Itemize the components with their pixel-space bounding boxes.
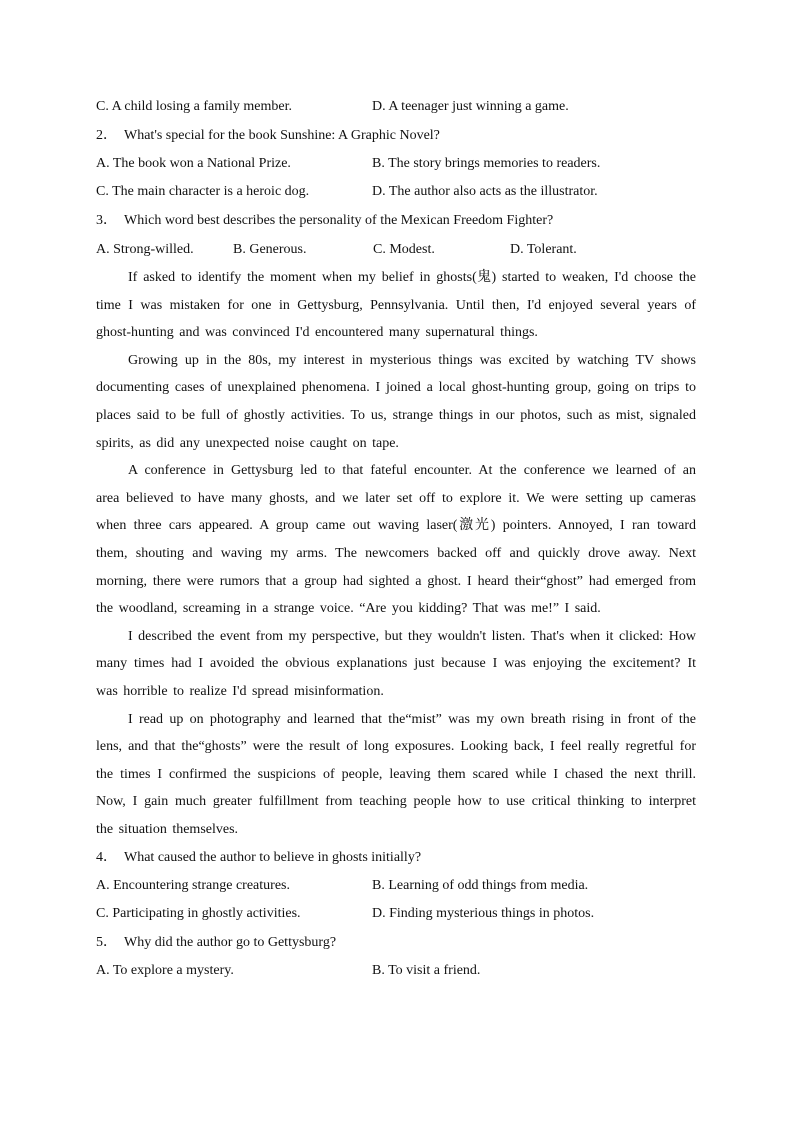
q3-option-d: D. Tolerant. xyxy=(510,242,577,257)
question-2-text: What's special for the book Sunshine: A Graphic Novel? xyxy=(124,128,440,143)
q1-option-c: C. A child losing a family member. xyxy=(96,99,292,114)
q3-option-a: A. Strong-willed. xyxy=(96,242,194,257)
question-2-number: 2． xyxy=(96,128,117,143)
q5-options-ab xyxy=(96,957,696,985)
q1-option-d: D. A teenager just winning a game. xyxy=(372,99,569,114)
question-4-text: What caused the author to believe in ghosts initially? xyxy=(124,850,422,866)
q4-option-a: A. Encountering strange creatures. xyxy=(96,878,290,894)
q4-options-cd xyxy=(96,900,696,928)
q4-option-b: B. Learning of odd things from media. xyxy=(372,878,589,894)
q5-option-a: A. To explore a mystery. xyxy=(96,963,234,979)
passage-paragraph-4: I described the event from my perspective, but they wouldn't listen. That's when it clicked: How many times had I avoided the obvious explanations just because I was enjoying the excitement? It was horrible to realize I'd spread misinformation. xyxy=(96,628,696,699)
q3-options xyxy=(96,235,696,264)
q2-options-cd xyxy=(96,178,696,206)
q2-option-c: C. The main character is a heroic dog. xyxy=(96,184,310,199)
question-3-number: 3． xyxy=(96,213,117,228)
question-4 xyxy=(96,843,696,872)
question-3 xyxy=(96,206,696,235)
q3-option-b: B. Generous. xyxy=(233,242,307,257)
q4-option-c: C. Participating in ghostly activities. xyxy=(96,906,301,922)
question-5 xyxy=(96,928,696,957)
q2-option-d: D. The author also acts as the illustrator. xyxy=(372,184,598,199)
question-2 xyxy=(96,121,696,150)
passage-paragraph-5: I read up on photography and learned that the“mist” was my own breath rising in front of the lens, and that the“ghosts” were the result of long exposures. Looking back, I feel really regretful for the times I confirmed the suspicions of people, leaving them scared while I chased the next thrill. Now, I gain much greater fulfillment from teaching people how to use critical thinking to interpret the situation themselves. xyxy=(96,711,696,837)
question-5-number: 5． xyxy=(96,935,117,951)
passage-paragraph-1: If asked to identify the moment when my belief in ghosts(鬼) started to weaken, I'd choose the time I was mistaken for one in Gettysburg, Pennsylvania. Until then, I'd enjoyed several years of ghost-hunting and was convinced I'd encountered many supernatural things. xyxy=(96,270,696,341)
q2-option-a: A. The book won a National Prize. xyxy=(96,156,291,171)
q2-option-b: B. The story brings memories to readers. xyxy=(372,156,601,171)
q3-option-c: C. Modest. xyxy=(373,242,435,257)
exam-page xyxy=(96,93,696,985)
question-3-text: Which word best describes the personality of the Mexican Freedom Fighter? xyxy=(124,213,554,228)
question-4-number: 4． xyxy=(96,850,117,866)
question-5-text: Why did the author go to Gettysburg? xyxy=(124,935,337,951)
passage-paragraph-2: Growing up in the 80s, my interest in mysterious things was excited by watching TV shows documenting cases of unexplained phenomena. I joined a local ghost-hunting group, going on trips to places said to be full of ghostly activities. To us, strange things in our photos, such as mist, signaled spirits, as did any unexpected noise caught on tape. xyxy=(96,352,696,451)
q2-options-ab xyxy=(96,150,696,178)
passage-paragraph-3: A conference in Gettysburg led to that fateful encounter. At the conference we learned of an area believed to have many ghosts, and we later set off to explore it. We were setting up cameras when three cars appeared. A group came out waving laser(激光) pointers. Annoyed, I ran toward them, shouting and waving my arms. The newcomers backed off and quickly drove away. Next morning, there were rumors that a group had sighted a ghost. I heard their“ghost” had emerged from the woodland, screaming in a strange voice. “Are you kidding? That was me!” I said. xyxy=(96,463,696,617)
q4-options-ab xyxy=(96,872,696,900)
q1-options-cd xyxy=(96,93,696,121)
q4-option-d: D. Finding mysterious things in photos. xyxy=(372,906,595,922)
q5-option-b: B. To visit a friend. xyxy=(372,963,481,979)
